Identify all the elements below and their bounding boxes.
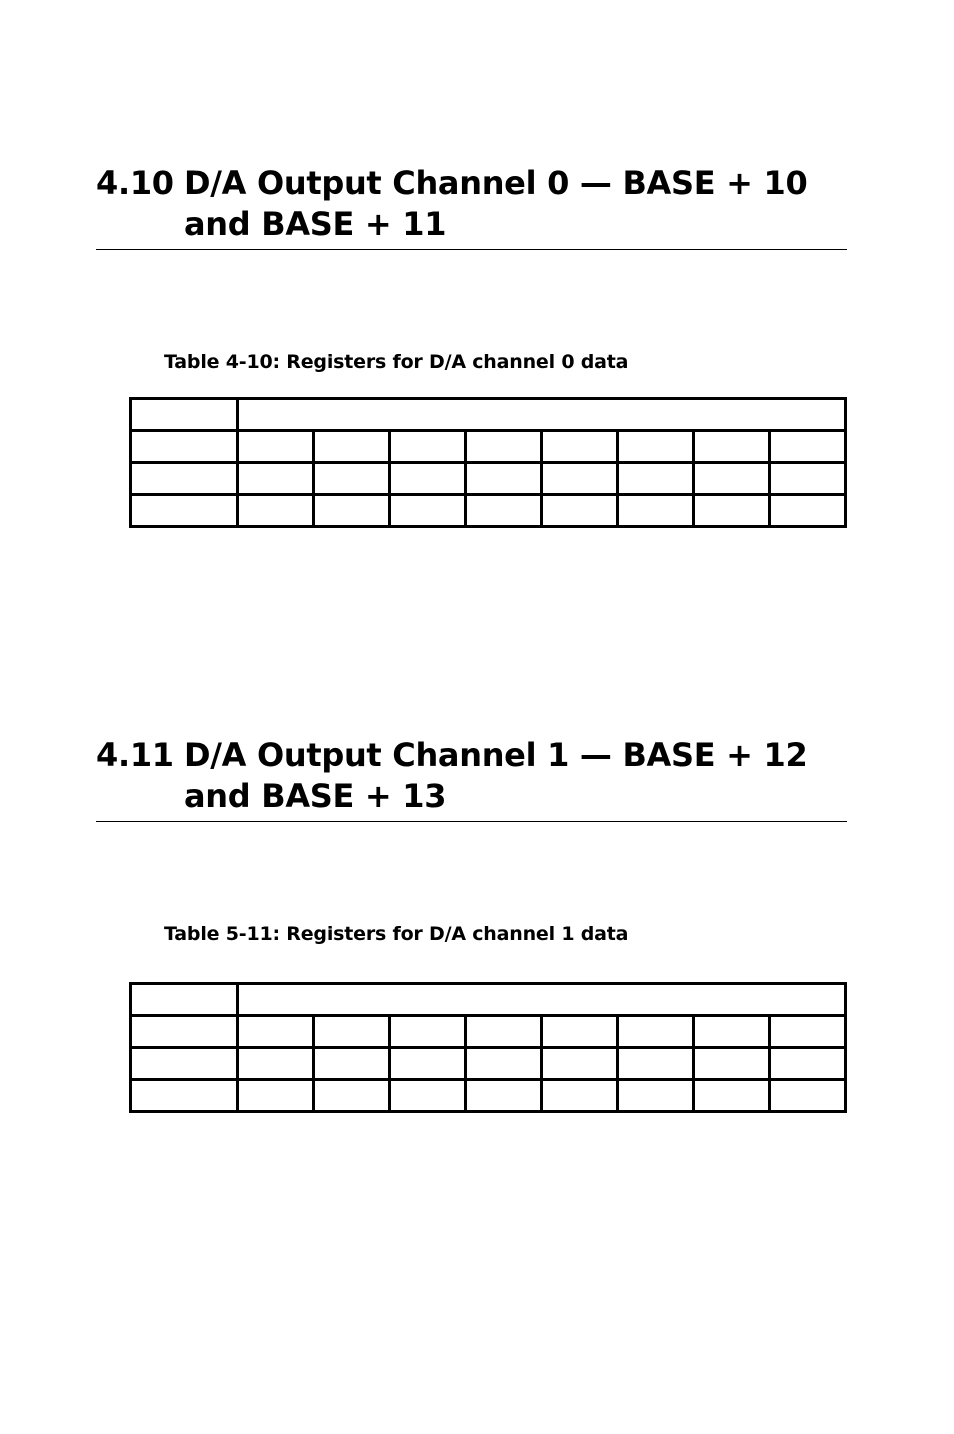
table-cell — [466, 463, 542, 495]
table-cell — [131, 1048, 238, 1080]
section-heading-4-11 — [96, 735, 847, 822]
table-cell — [131, 1016, 238, 1048]
table-cell — [618, 495, 694, 527]
table-cell — [618, 1016, 694, 1048]
table-cell — [542, 1016, 618, 1048]
table-cell — [238, 1048, 314, 1080]
table-caption-4-10: Table 4-10: Registers for D/A channel 0 data — [164, 351, 629, 373]
table-row — [131, 463, 846, 495]
table-cell — [238, 431, 314, 463]
section-number: 4.10 — [96, 164, 174, 202]
table-cell — [131, 495, 238, 527]
table-caption-5-11: Table 5-11: Registers for D/A channel 1 data — [164, 923, 629, 945]
table-row — [131, 431, 846, 463]
table-cell — [694, 1080, 770, 1112]
table-cell — [466, 495, 542, 527]
table-cell — [238, 399, 846, 431]
table-cell — [131, 399, 238, 431]
table-cell — [131, 431, 238, 463]
table-cell — [314, 1080, 390, 1112]
table-cell — [390, 495, 466, 527]
table-cell — [390, 463, 466, 495]
table-cell — [238, 1016, 314, 1048]
table-cell — [238, 495, 314, 527]
table-cell — [542, 1048, 618, 1080]
table-cell — [618, 1080, 694, 1112]
table-header-row — [131, 984, 846, 1016]
table-cell — [466, 1048, 542, 1080]
table-cell — [542, 495, 618, 527]
section-number: 4.11 — [96, 736, 174, 774]
table-cell — [770, 1016, 846, 1048]
table-cell — [466, 1016, 542, 1048]
section-title-line2: and BASE + 11 — [184, 205, 447, 243]
register-table-da-channel-1 — [129, 982, 847, 1113]
section-title-line2: and BASE + 13 — [184, 777, 447, 815]
table-cell — [238, 984, 846, 1016]
table-header-row — [131, 399, 846, 431]
table-cell — [131, 463, 238, 495]
section-heading-4-10 — [96, 163, 847, 250]
table-row — [131, 1080, 846, 1112]
table-row — [131, 1016, 846, 1048]
table-cell — [618, 431, 694, 463]
table-cell — [390, 1080, 466, 1112]
table-cell — [314, 431, 390, 463]
table-cell — [618, 463, 694, 495]
table-cell — [390, 1048, 466, 1080]
table-cell — [694, 1048, 770, 1080]
table-cell — [131, 984, 238, 1016]
table-cell — [770, 1048, 846, 1080]
table-cell — [694, 495, 770, 527]
table-cell — [466, 431, 542, 463]
table-cell — [314, 1016, 390, 1048]
table-cell — [770, 495, 846, 527]
register-table-da-channel-0 — [129, 397, 847, 528]
section-title-line1: D/A Output Channel 1 — BASE + 12 — [184, 736, 808, 774]
table-cell — [238, 1080, 314, 1112]
table-cell — [466, 1080, 542, 1112]
table-cell — [131, 1080, 238, 1112]
table-cell — [314, 463, 390, 495]
table-cell — [390, 1016, 466, 1048]
table-cell — [618, 1048, 694, 1080]
table-cell — [694, 463, 770, 495]
table-cell — [694, 431, 770, 463]
table-cell — [770, 1080, 846, 1112]
table-cell — [238, 463, 314, 495]
table-cell — [314, 495, 390, 527]
table-cell — [390, 431, 466, 463]
section-title-line1: D/A Output Channel 0 — BASE + 10 — [184, 164, 808, 202]
table-row — [131, 1048, 846, 1080]
table-cell — [314, 1048, 390, 1080]
table-cell — [542, 1080, 618, 1112]
table-cell — [542, 463, 618, 495]
table-cell — [770, 463, 846, 495]
table-cell — [694, 1016, 770, 1048]
table-cell — [542, 431, 618, 463]
table-row — [131, 495, 846, 527]
table-cell — [770, 431, 846, 463]
